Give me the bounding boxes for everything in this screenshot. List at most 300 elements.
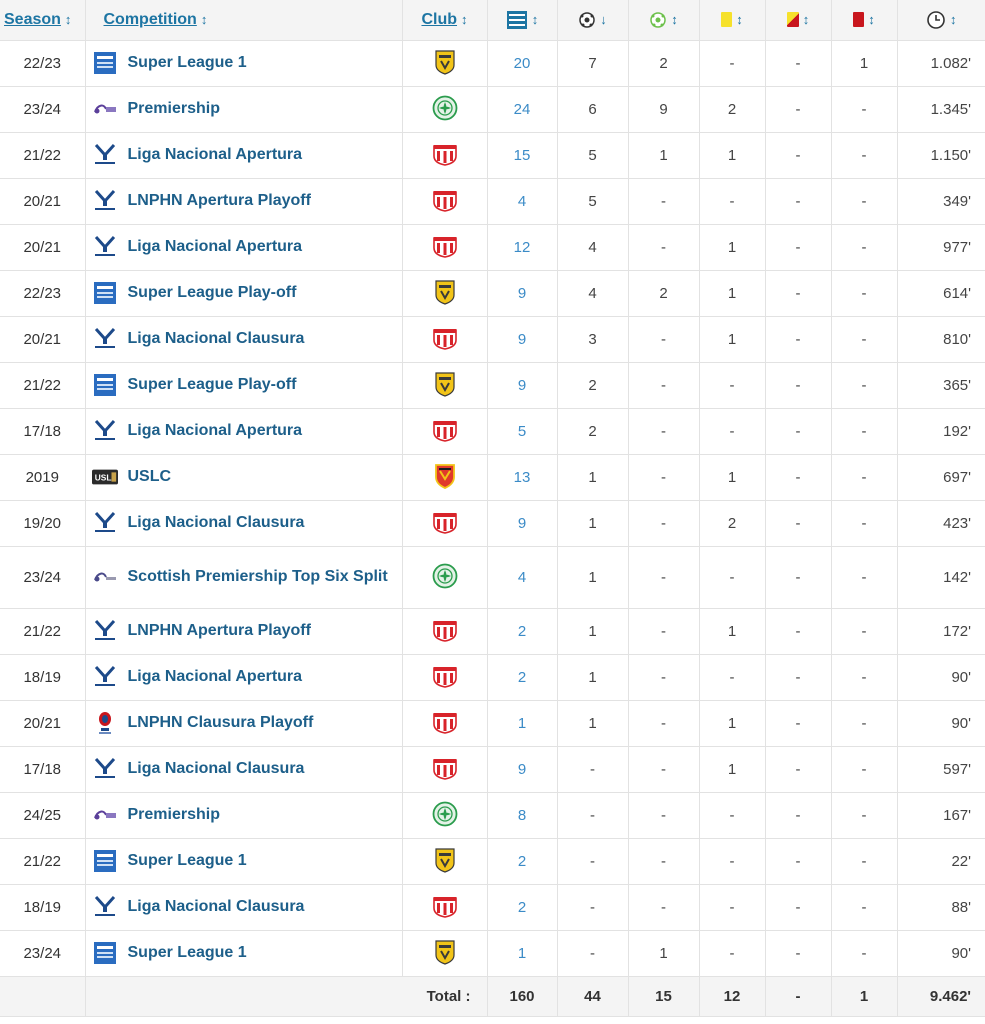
red-cards-cell: -	[831, 224, 897, 270]
goals-cell: -	[557, 838, 628, 884]
club-cell	[402, 454, 487, 500]
total-assists: 15	[628, 976, 699, 1016]
season-cell: 20/21	[0, 224, 85, 270]
table-row	[0, 608, 985, 654]
red-cards-cell: -	[831, 700, 897, 746]
competition-link[interactable]: Liga Nacional Apertura	[127, 238, 303, 255]
competition-cell	[85, 884, 402, 930]
sort-icon[interactable]: ↕	[531, 11, 539, 27]
club-cell	[402, 884, 487, 930]
minutes-cell: 1.150'	[897, 132, 985, 178]
club-cell	[402, 132, 487, 178]
yellow-cards-cell: -	[699, 408, 765, 454]
assists-cell: 2	[628, 40, 699, 86]
second-yellow-cell: -	[765, 132, 831, 178]
second-yellow-cell: -	[765, 930, 831, 976]
red-card-icon	[853, 12, 864, 27]
club-crest-icon[interactable]	[432, 616, 458, 644]
table-row	[0, 316, 985, 362]
club-crest-icon[interactable]	[432, 140, 458, 168]
goals-cell: 4	[557, 224, 628, 270]
table-row	[0, 838, 985, 884]
table-row	[0, 546, 985, 608]
competition-header[interactable]	[85, 0, 402, 40]
yellow-cards-cell: 1	[699, 270, 765, 316]
totals-label: Total :	[85, 976, 487, 1016]
table-row	[0, 700, 985, 746]
yellow-cards-cell: 1	[699, 132, 765, 178]
club-cell	[402, 224, 487, 270]
table-row	[0, 454, 985, 500]
total-second-yellow: -	[765, 976, 831, 1016]
competition-link[interactable]: Super League Play-off	[127, 284, 297, 301]
red-cards-cell: -	[831, 884, 897, 930]
competition-logo-icon[interactable]	[92, 848, 118, 874]
yellow-cards-cell: 1	[699, 700, 765, 746]
competition-link[interactable]: Liga Nacional Apertura	[127, 668, 303, 685]
competition-cell	[85, 700, 402, 746]
goals-cell: -	[557, 884, 628, 930]
appearances-header[interactable]	[487, 0, 557, 40]
club-crest-icon[interactable]	[432, 370, 458, 398]
second-yellow-cell: -	[765, 362, 831, 408]
table-row	[0, 746, 985, 792]
table-row	[0, 40, 985, 86]
red-cards-cell: -	[831, 270, 897, 316]
assists-cell: -	[628, 654, 699, 700]
red-cards-cell: -	[831, 792, 897, 838]
club-cell	[402, 362, 487, 408]
red-cards-cell: -	[831, 408, 897, 454]
season-cell: 20/21	[0, 316, 85, 362]
second-yellow-cell: -	[765, 792, 831, 838]
minutes-cell: 167'	[897, 792, 985, 838]
appearances-link[interactable]: 20	[487, 40, 557, 86]
yellow-cards-cell: -	[699, 884, 765, 930]
competition-logo-icon[interactable]	[92, 940, 118, 966]
competition-logo-icon[interactable]	[92, 188, 118, 214]
competition-cell	[85, 746, 402, 792]
goals-cell: -	[557, 746, 628, 792]
club-cell	[402, 40, 487, 86]
minutes-header[interactable]	[897, 0, 985, 40]
season-cell: 17/18	[0, 408, 85, 454]
yellow-cards-cell: 1	[699, 224, 765, 270]
assists-cell: -	[628, 838, 699, 884]
appearances-link[interactable]: 2	[487, 608, 557, 654]
club-crest-icon[interactable]	[432, 562, 458, 590]
minutes-cell: 349'	[897, 178, 985, 224]
second-yellow-cell: -	[765, 224, 831, 270]
goals-cell: 3	[557, 316, 628, 362]
club-crest-icon[interactable]	[432, 662, 458, 690]
competition-link[interactable]: Liga Nacional Apertura	[127, 146, 303, 163]
appearances-link[interactable]: 1	[487, 700, 557, 746]
assists-cell: 1	[628, 132, 699, 178]
competition-logo-icon[interactable]	[92, 510, 118, 536]
competition-cell	[85, 654, 402, 700]
total-appearances: 160	[487, 976, 557, 1016]
season-cell: 20/21	[0, 178, 85, 224]
totals-blank	[0, 976, 85, 1016]
second-yellow-cell: -	[765, 500, 831, 546]
minutes-cell: 88'	[897, 884, 985, 930]
club-sort-link[interactable]: Club	[421, 10, 458, 28]
assists-cell: 1	[628, 930, 699, 976]
minutes-cell: 22'	[897, 838, 985, 884]
club-crest-icon[interactable]	[432, 232, 458, 260]
club-cell	[402, 654, 487, 700]
competition-cell	[85, 546, 402, 608]
minutes-cell: 90'	[897, 700, 985, 746]
competition-logo-icon[interactable]	[92, 326, 118, 352]
competition-logo-icon[interactable]	[92, 234, 118, 260]
assists-cell: -	[628, 362, 699, 408]
appearances-link[interactable]: 4	[487, 546, 557, 608]
yellow-cards-cell: -	[699, 930, 765, 976]
minutes-cell: 614'	[897, 270, 985, 316]
season-cell: 22/23	[0, 40, 85, 86]
second-yellow-cell: -	[765, 654, 831, 700]
assists-cell: -	[628, 408, 699, 454]
yellow-cards-cell: -	[699, 838, 765, 884]
sort-icon[interactable]: ↕	[671, 11, 678, 27]
competition-logo-icon[interactable]	[92, 664, 118, 690]
club-cell	[402, 700, 487, 746]
sort-icon[interactable]: ↕	[461, 11, 468, 27]
competition-link[interactable]: Scottish Premiership Top Six Split	[127, 568, 388, 585]
club-cell	[402, 792, 487, 838]
competition-logo-icon[interactable]	[92, 894, 118, 920]
second-yellow-cell: -	[765, 178, 831, 224]
total-red-cards: 1	[831, 976, 897, 1016]
club-crest-icon[interactable]	[432, 938, 458, 966]
season-header[interactable]	[0, 0, 85, 40]
goals-header[interactable]	[557, 0, 628, 40]
goals-cell: 4	[557, 270, 628, 316]
second-yellow-header[interactable]	[765, 0, 831, 40]
minutes-cell: 423'	[897, 500, 985, 546]
competition-cell	[85, 500, 402, 546]
second-yellow-cell: -	[765, 746, 831, 792]
goals-icon	[578, 11, 596, 29]
competition-link[interactable]: Liga Nacional Clausura	[127, 330, 305, 347]
assists-header[interactable]	[628, 0, 699, 40]
competition-cell	[85, 224, 402, 270]
second-yellow-cell: -	[765, 454, 831, 500]
goals-cell: 1	[557, 546, 628, 608]
competition-cell	[85, 362, 402, 408]
goals-cell: 5	[557, 132, 628, 178]
yellow-cards-cell: 1	[699, 316, 765, 362]
second-yellow-cell: -	[765, 408, 831, 454]
club-crest-icon[interactable]	[432, 94, 458, 122]
competition-link[interactable]: Liga Nacional Clausura	[127, 760, 305, 777]
season-sort-link[interactable]: Season	[4, 10, 61, 28]
club-crest-icon[interactable]	[432, 48, 458, 76]
club-crest-icon[interactable]	[432, 800, 458, 828]
season-cell: 21/22	[0, 132, 85, 178]
appearances-link[interactable]: 9	[487, 316, 557, 362]
goals-cell: 6	[557, 86, 628, 132]
second-yellow-cell: -	[765, 608, 831, 654]
competition-logo-icon[interactable]	[92, 802, 118, 828]
season-cell: 23/24	[0, 546, 85, 608]
competition-cell	[85, 86, 402, 132]
sort-icon[interactable]: ↕	[802, 11, 810, 27]
appearances-link[interactable]: 1	[487, 930, 557, 976]
competition-logo-icon[interactable]	[92, 50, 118, 76]
club-crest-icon[interactable]	[432, 508, 458, 536]
season-cell: 24/25	[0, 792, 85, 838]
appearances-link[interactable]: 13	[487, 454, 557, 500]
season-cell: 23/24	[0, 930, 85, 976]
table-row	[0, 884, 985, 930]
competition-link[interactable]: Liga Nacional Apertura	[127, 422, 303, 439]
season-cell: 23/24	[0, 86, 85, 132]
table-row	[0, 178, 985, 224]
table-row	[0, 930, 985, 976]
appearances-link[interactable]: 2	[487, 654, 557, 700]
season-cell: 18/19	[0, 884, 85, 930]
svg-text:USL: USL	[94, 472, 111, 483]
minutes-cell: 365'	[897, 362, 985, 408]
yellow-cards-cell: 1	[699, 746, 765, 792]
minutes-cell: 977'	[897, 224, 985, 270]
red-cards-cell: -	[831, 316, 897, 362]
club-cell	[402, 86, 487, 132]
assists-cell: -	[628, 608, 699, 654]
club-crest-icon[interactable]	[432, 708, 458, 736]
competition-cell	[85, 178, 402, 224]
competition-cell	[85, 454, 402, 500]
minutes-cell: 192'	[897, 408, 985, 454]
club-cell	[402, 316, 487, 362]
goals-cell: 1	[557, 654, 628, 700]
competition-link[interactable]: LNPHN Clausura Playoff	[127, 714, 314, 731]
club-crest-icon[interactable]	[432, 186, 458, 214]
yellow-cards-cell: -	[699, 40, 765, 86]
second-yellow-cell: -	[765, 884, 831, 930]
assists-cell: -	[628, 500, 699, 546]
assists-cell: -	[628, 700, 699, 746]
club-crest-icon[interactable]	[432, 892, 458, 920]
minutes-cell: 90'	[897, 654, 985, 700]
yellow-cards-cell: -	[699, 546, 765, 608]
red-cards-cell: -	[831, 746, 897, 792]
minutes-cell: 810'	[897, 316, 985, 362]
red-card-header[interactable]	[831, 0, 897, 40]
competition-link[interactable]: Super League 1	[127, 852, 247, 869]
table-row	[0, 224, 985, 270]
table-row	[0, 270, 985, 316]
competition-logo-icon[interactable]	[92, 618, 118, 644]
club-crest-icon[interactable]	[432, 754, 458, 782]
competition-link[interactable]: Premiership	[127, 100, 220, 117]
season-cell: 20/21	[0, 700, 85, 746]
goals-cell: 1	[557, 454, 628, 500]
second-yellow-cell: -	[765, 86, 831, 132]
assists-cell: -	[628, 224, 699, 270]
yellow-card-icon	[721, 12, 732, 27]
club-cell	[402, 500, 487, 546]
table-row	[0, 86, 985, 132]
competition-cell	[85, 40, 402, 86]
red-cards-cell: -	[831, 500, 897, 546]
competition-cell	[85, 930, 402, 976]
red-cards-cell: -	[831, 546, 897, 608]
sort-icon[interactable]: ↕	[736, 11, 743, 27]
red-cards-cell: -	[831, 654, 897, 700]
minutes-cell: 1.082'	[897, 40, 985, 86]
competition-logo-icon[interactable]	[92, 280, 118, 306]
goals-cell: -	[557, 930, 628, 976]
yellow-cards-cell: -	[699, 362, 765, 408]
minutes-cell: 1.345'	[897, 86, 985, 132]
competition-logo-icon[interactable]	[92, 418, 118, 444]
assists-cell: 9	[628, 86, 699, 132]
yellow-cards-cell: 1	[699, 608, 765, 654]
red-cards-cell: -	[831, 930, 897, 976]
competition-cell	[85, 408, 402, 454]
sort-desc-icon[interactable]: ↓	[600, 11, 607, 27]
competition-logo-icon[interactable]	[92, 96, 118, 122]
yellow-cards-cell: -	[699, 792, 765, 838]
sort-icon[interactable]: ↕	[64, 11, 72, 27]
second-yellow-cell: -	[765, 700, 831, 746]
appearances-link[interactable]: 24	[487, 86, 557, 132]
second-yellow-icon	[787, 12, 799, 27]
club-cell	[402, 838, 487, 884]
second-yellow-cell: -	[765, 40, 831, 86]
competition-link[interactable]: Liga Nacional Clausura	[127, 514, 305, 531]
table-row	[0, 408, 985, 454]
yellow-card-header[interactable]	[699, 0, 765, 40]
competition-link[interactable]: Super League 1	[127, 54, 247, 71]
appearances-link[interactable]: 9	[487, 500, 557, 546]
totals-row	[0, 976, 985, 1016]
red-cards-cell: -	[831, 362, 897, 408]
minutes-cell: 697'	[897, 454, 985, 500]
club-cell	[402, 930, 487, 976]
appearances-link[interactable]: 5	[487, 408, 557, 454]
competition-logo-icon[interactable]	[92, 464, 118, 490]
appearances-link[interactable]: 12	[487, 224, 557, 270]
minutes-cell: 172'	[897, 608, 985, 654]
club-cell	[402, 408, 487, 454]
table-row	[0, 500, 985, 546]
assists-cell: -	[628, 546, 699, 608]
club-crest-icon[interactable]	[432, 416, 458, 444]
header-row	[0, 0, 985, 40]
sort-icon[interactable]: ↕	[950, 11, 957, 27]
club-cell	[402, 546, 487, 608]
assists-cell: -	[628, 316, 699, 362]
table-row	[0, 792, 985, 838]
goals-cell: 2	[557, 362, 628, 408]
competition-cell	[85, 132, 402, 178]
appearances-link[interactable]: 9	[487, 746, 557, 792]
minutes-cell: 90'	[897, 930, 985, 976]
club-crest-icon[interactable]	[432, 462, 458, 490]
season-cell: 21/22	[0, 362, 85, 408]
table-row	[0, 132, 985, 178]
yellow-cards-cell: -	[699, 654, 765, 700]
assists-cell: -	[628, 792, 699, 838]
season-cell: 19/20	[0, 500, 85, 546]
club-cell	[402, 178, 487, 224]
club-header[interactable]	[402, 0, 487, 40]
competition-link[interactable]: LNPHN Apertura Playoff	[127, 192, 311, 209]
club-crest-icon[interactable]	[432, 324, 458, 352]
competition-logo-icon[interactable]	[92, 756, 118, 782]
club-cell	[402, 270, 487, 316]
season-cell: 17/18	[0, 746, 85, 792]
red-cards-cell: -	[831, 454, 897, 500]
competition-sort-link[interactable]: Competition	[103, 10, 197, 28]
red-cards-cell: -	[831, 132, 897, 178]
competition-link[interactable]: Super League Play-off	[127, 376, 297, 393]
sort-icon[interactable]: ↕	[200, 11, 208, 27]
red-cards-cell: -	[831, 608, 897, 654]
assists-cell: -	[628, 178, 699, 224]
goals-cell: 1	[557, 500, 628, 546]
red-cards-cell: -	[831, 178, 897, 224]
competition-link[interactable]: Liga Nacional Clausura	[127, 898, 305, 915]
appearances-icon	[506, 10, 528, 30]
competition-cell	[85, 270, 402, 316]
competition-logo-icon[interactable]	[92, 564, 118, 590]
assists-icon	[649, 11, 667, 29]
appearances-link[interactable]: 15	[487, 132, 557, 178]
assists-cell: -	[628, 454, 699, 500]
appearances-link[interactable]: 8	[487, 792, 557, 838]
red-cards-cell: -	[831, 86, 897, 132]
minutes-cell: 597'	[897, 746, 985, 792]
yellow-cards-cell: 2	[699, 86, 765, 132]
table-row	[0, 654, 985, 700]
competition-link[interactable]: USLC	[127, 468, 172, 485]
goals-cell: 2	[557, 408, 628, 454]
club-crest-icon[interactable]	[432, 846, 458, 874]
season-cell: 21/22	[0, 838, 85, 884]
club-crest-icon[interactable]	[432, 278, 458, 306]
yellow-cards-cell: -	[699, 178, 765, 224]
red-cards-cell: 1	[831, 40, 897, 86]
goals-cell: 1	[557, 700, 628, 746]
competition-link[interactable]: Super League 1	[127, 944, 247, 961]
yellow-cards-cell: 1	[699, 454, 765, 500]
table-row	[0, 362, 985, 408]
competition-link[interactable]: Premiership	[127, 806, 220, 823]
competition-cell	[85, 792, 402, 838]
appearances-link[interactable]: 2	[487, 884, 557, 930]
competition-link[interactable]: LNPHN Apertura Playoff	[127, 622, 311, 639]
club-cell	[402, 608, 487, 654]
competition-logo-icon[interactable]	[92, 372, 118, 398]
minutes-icon	[926, 10, 946, 30]
appearances-link[interactable]: 2	[487, 838, 557, 884]
competition-logo-icon[interactable]	[92, 142, 118, 168]
appearances-link[interactable]: 9	[487, 270, 557, 316]
competition-cell	[85, 316, 402, 362]
assists-cell: -	[628, 884, 699, 930]
sort-icon[interactable]: ↕	[868, 11, 875, 27]
goals-cell: 1	[557, 608, 628, 654]
competition-logo-icon[interactable]	[92, 710, 118, 736]
appearances-link[interactable]: 4	[487, 178, 557, 224]
appearances-link[interactable]: 9	[487, 362, 557, 408]
